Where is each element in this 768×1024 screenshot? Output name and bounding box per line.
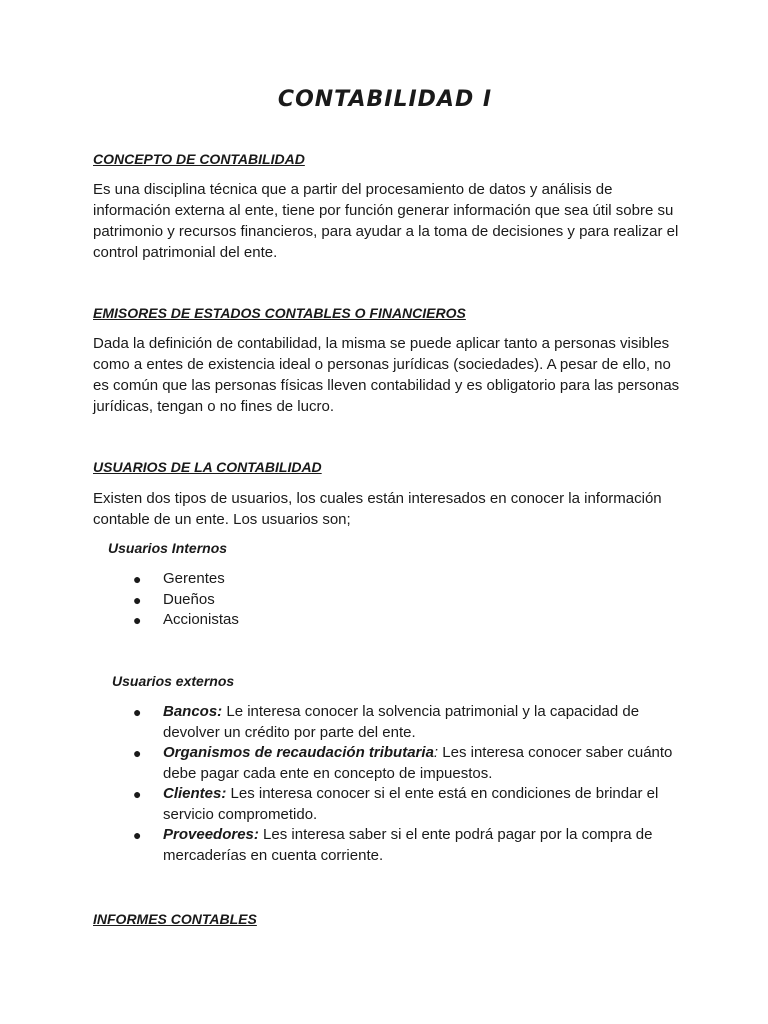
section-heading-emisores: EMISORES DE ESTADOS CONTABLES O FINANCIEROS bbox=[93, 305, 466, 321]
list-item-text: Le interesa conocer la solvencia patrimonial y la capacidad de devolver un crédito por parte del ente. bbox=[163, 703, 640, 741]
section-heading-concepto: CONCEPTO DE CONTABILIDAD bbox=[93, 151, 305, 167]
section-body-concepto: Es una disciplina técnica que a partir del procesamiento de datos y análisis de información externa al ente, tiene por función generar información que sea útil sobre su patrimonio y recursos financieros, para ayudar a la toma de decisiones y para realizar el control patrimonial del ente. bbox=[93, 181, 679, 261]
bullet-icon: ● bbox=[133, 591, 142, 608]
external-users-list bbox=[133, 702, 683, 866]
list-item-text: Les interesa conocer saber cuánto debe pagar cada ente en concepto de impuestos. bbox=[163, 744, 673, 782]
list-item bbox=[133, 610, 683, 631]
list-item bbox=[133, 702, 683, 743]
document-title: CONTABILIDAD I bbox=[277, 87, 493, 112]
external-users-title: Usuarios externos bbox=[112, 673, 235, 689]
section-body-emisores: Dada la definición de contabilidad, la misma se puede aplicar tanto a personas visibles como a entes de existencia ideal o personas jurídicas (sociedades). A pesar de ello, no es común que las personas físicas lleven contabilidad y es obligatorio para las personas jurídicas, tengan o no fines de lucro. bbox=[93, 335, 680, 415]
list-item-text: Les interesa conocer si el ente está en condiciones de brindar el servicio comprometido. bbox=[163, 785, 659, 823]
bullet-icon: ● bbox=[133, 704, 142, 720]
list-item-term: Bancos: bbox=[163, 703, 223, 720]
internal-users-title: Usuarios Internos bbox=[108, 540, 228, 556]
bullet-icon: ● bbox=[133, 827, 142, 843]
list-item-separator: : bbox=[433, 744, 439, 761]
bullet-icon: ● bbox=[133, 571, 142, 587]
list-item bbox=[133, 590, 683, 611]
list-item bbox=[133, 743, 683, 784]
list-item-text: Gerentes bbox=[163, 570, 225, 587]
list-item-text: Accionistas bbox=[163, 611, 239, 628]
list-item bbox=[133, 784, 683, 825]
section-heading-informes: INFORMES CONTABLES bbox=[93, 911, 257, 927]
list-item-text: Les interesa saber si el ente podrá pagar por la compra de mercaderías en cuenta corriente. bbox=[163, 826, 653, 864]
bullet-icon: ● bbox=[133, 745, 142, 761]
list-item bbox=[133, 569, 683, 590]
bullet-icon: ● bbox=[133, 612, 142, 628]
list-item-text: Dueños bbox=[163, 590, 215, 608]
section-heading-usuarios: USUARIOS DE LA CONTABILIDAD bbox=[93, 459, 322, 475]
section-body-usuarios: Existen dos tipos de usuarios, los cuales están interesados en conocer la información contable de un ente. Los usuarios son; bbox=[93, 490, 662, 528]
list-item-term: Proveedores: bbox=[163, 826, 259, 843]
bullet-icon: ● bbox=[133, 786, 142, 802]
list-item bbox=[133, 825, 683, 866]
internal-users-list bbox=[133, 569, 683, 631]
list-item-term: Clientes: bbox=[163, 785, 227, 802]
list-item-term: Organismos de recaudación tributaria bbox=[163, 744, 434, 761]
